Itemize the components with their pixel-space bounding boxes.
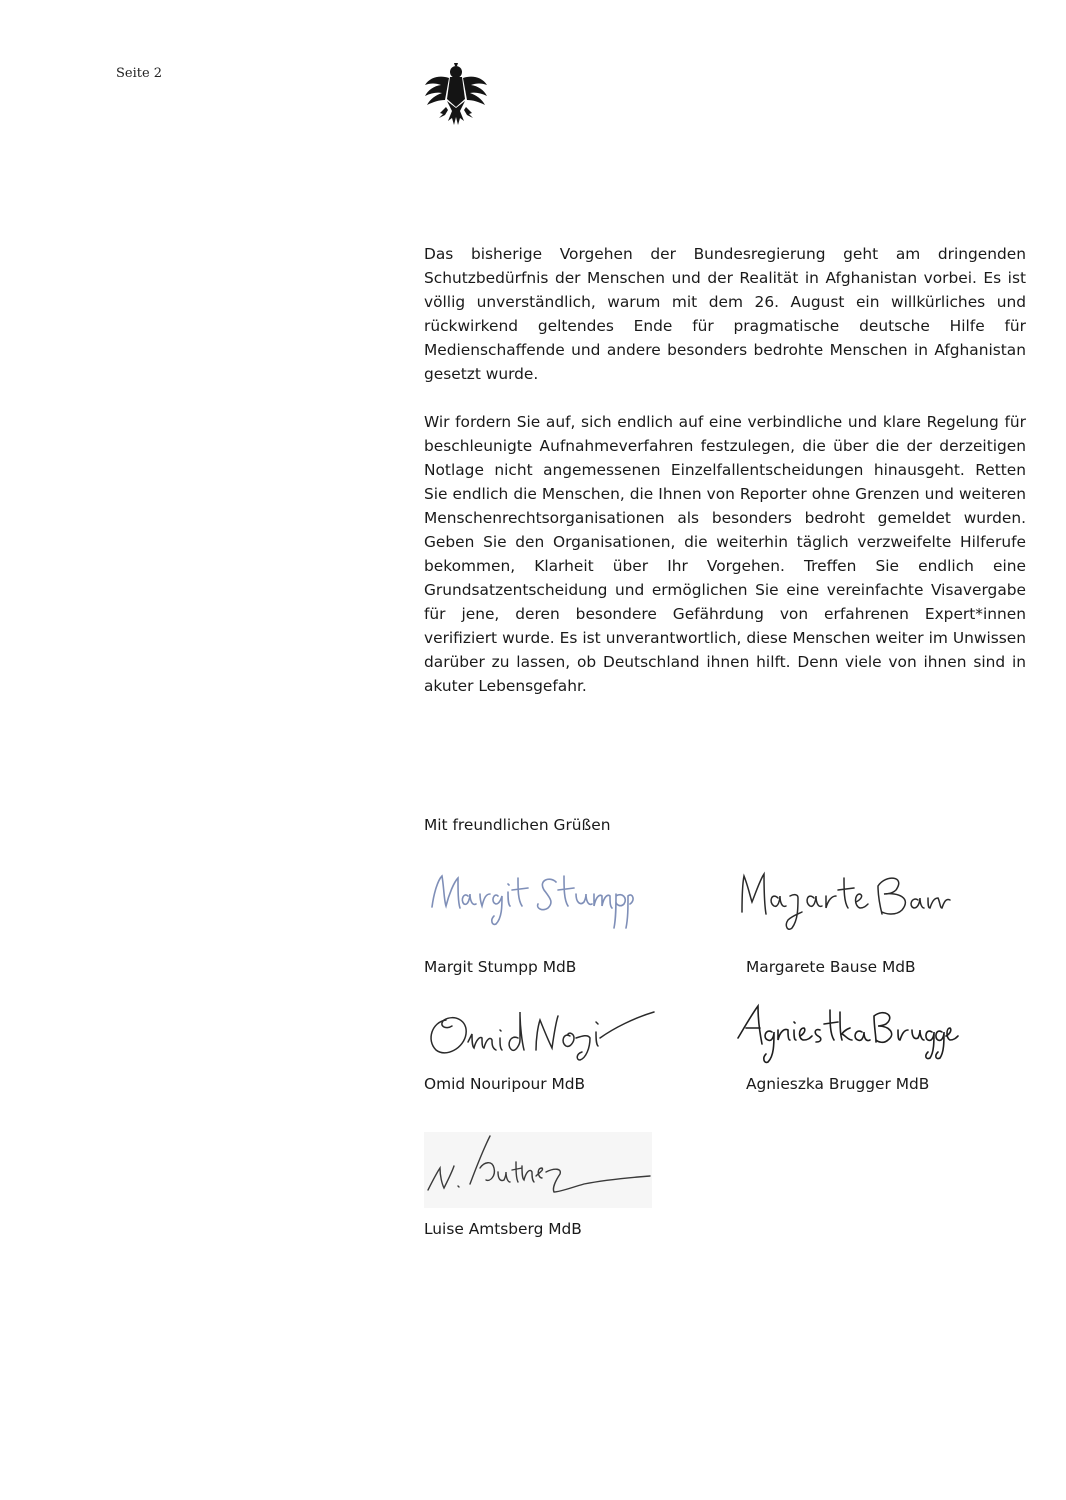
- paragraph-1: Das bisherige Vorgehen der Bundesregierung geht am dringenden Schutzbedürfnis der Menschen und der Realität in Afghanistan vorbei. Es ist völlig unverständlich, warum mit dem 26. August ein willkürliches und rückwirkend geltendes Ende für pragmatische deutsche Hilfe für Medienschaffende und andere besonders bedrohte Menschen in Afghanistan gesetzt wurde.: [424, 245, 1026, 383]
- signature-luise-amtsberg: [424, 1132, 652, 1208]
- closing-salutation: Mit freundlichen Grüßen: [424, 816, 611, 834]
- signer-name-nouripour: Omid Nouripour MdB: [424, 1075, 586, 1093]
- bundestag-eagle-icon: [424, 63, 488, 125]
- signature-margarete-bause: [736, 862, 956, 942]
- letter-body: [424, 242, 1026, 722]
- signature-omid-nouripour: [424, 998, 656, 1064]
- paragraph-2: Wir fordern Sie auf, sich endlich auf eine verbindliche und klare Regelung für beschleunigte Aufnahmeverfahren festzulegen, die über die der derzeitigen Notlage nicht angemessenen Einzelfallentscheidungen hinausgeht. Retten Sie endlich die Menschen, die Ihnen von Reporter ohne Grenzen und weiteren Menschenrechtsorganisationen als besonders bedroht gemeldet wurden. Geben Sie den Organisationen, die weiterhin täglich verzweifelte Hilferufe bekommen, Klarheit über Ihr Vorgehen. Treffen Sie endlich eine Grundsatzentscheidung und ermöglichen Sie eine vereinfachte Visavergabe für jene, deren besondere Gefährdung von erfahrenen Expert*innen verifiziert wurde. Es ist unverantwortlich, diese Menschen weiter im Unwissen darüber zu lassen, ob Deutschland ihnen hilft. Denn viele von ihnen sind in akuter Lebensgefahr.: [424, 413, 1026, 695]
- signer-name-bause: Margarete Bause MdB: [746, 958, 916, 976]
- signer-name-brugger: Agnieszka Brugger MdB: [746, 1075, 930, 1093]
- signature-margit-stumpp: [424, 862, 634, 942]
- signer-name-amtsberg: Luise Amtsberg MdB: [424, 1220, 582, 1238]
- signature-agnieszka-brugger: [734, 998, 960, 1066]
- page-number: Seite 2: [116, 66, 163, 81]
- signer-name-stumpp: Margit Stumpp MdB: [424, 958, 577, 976]
